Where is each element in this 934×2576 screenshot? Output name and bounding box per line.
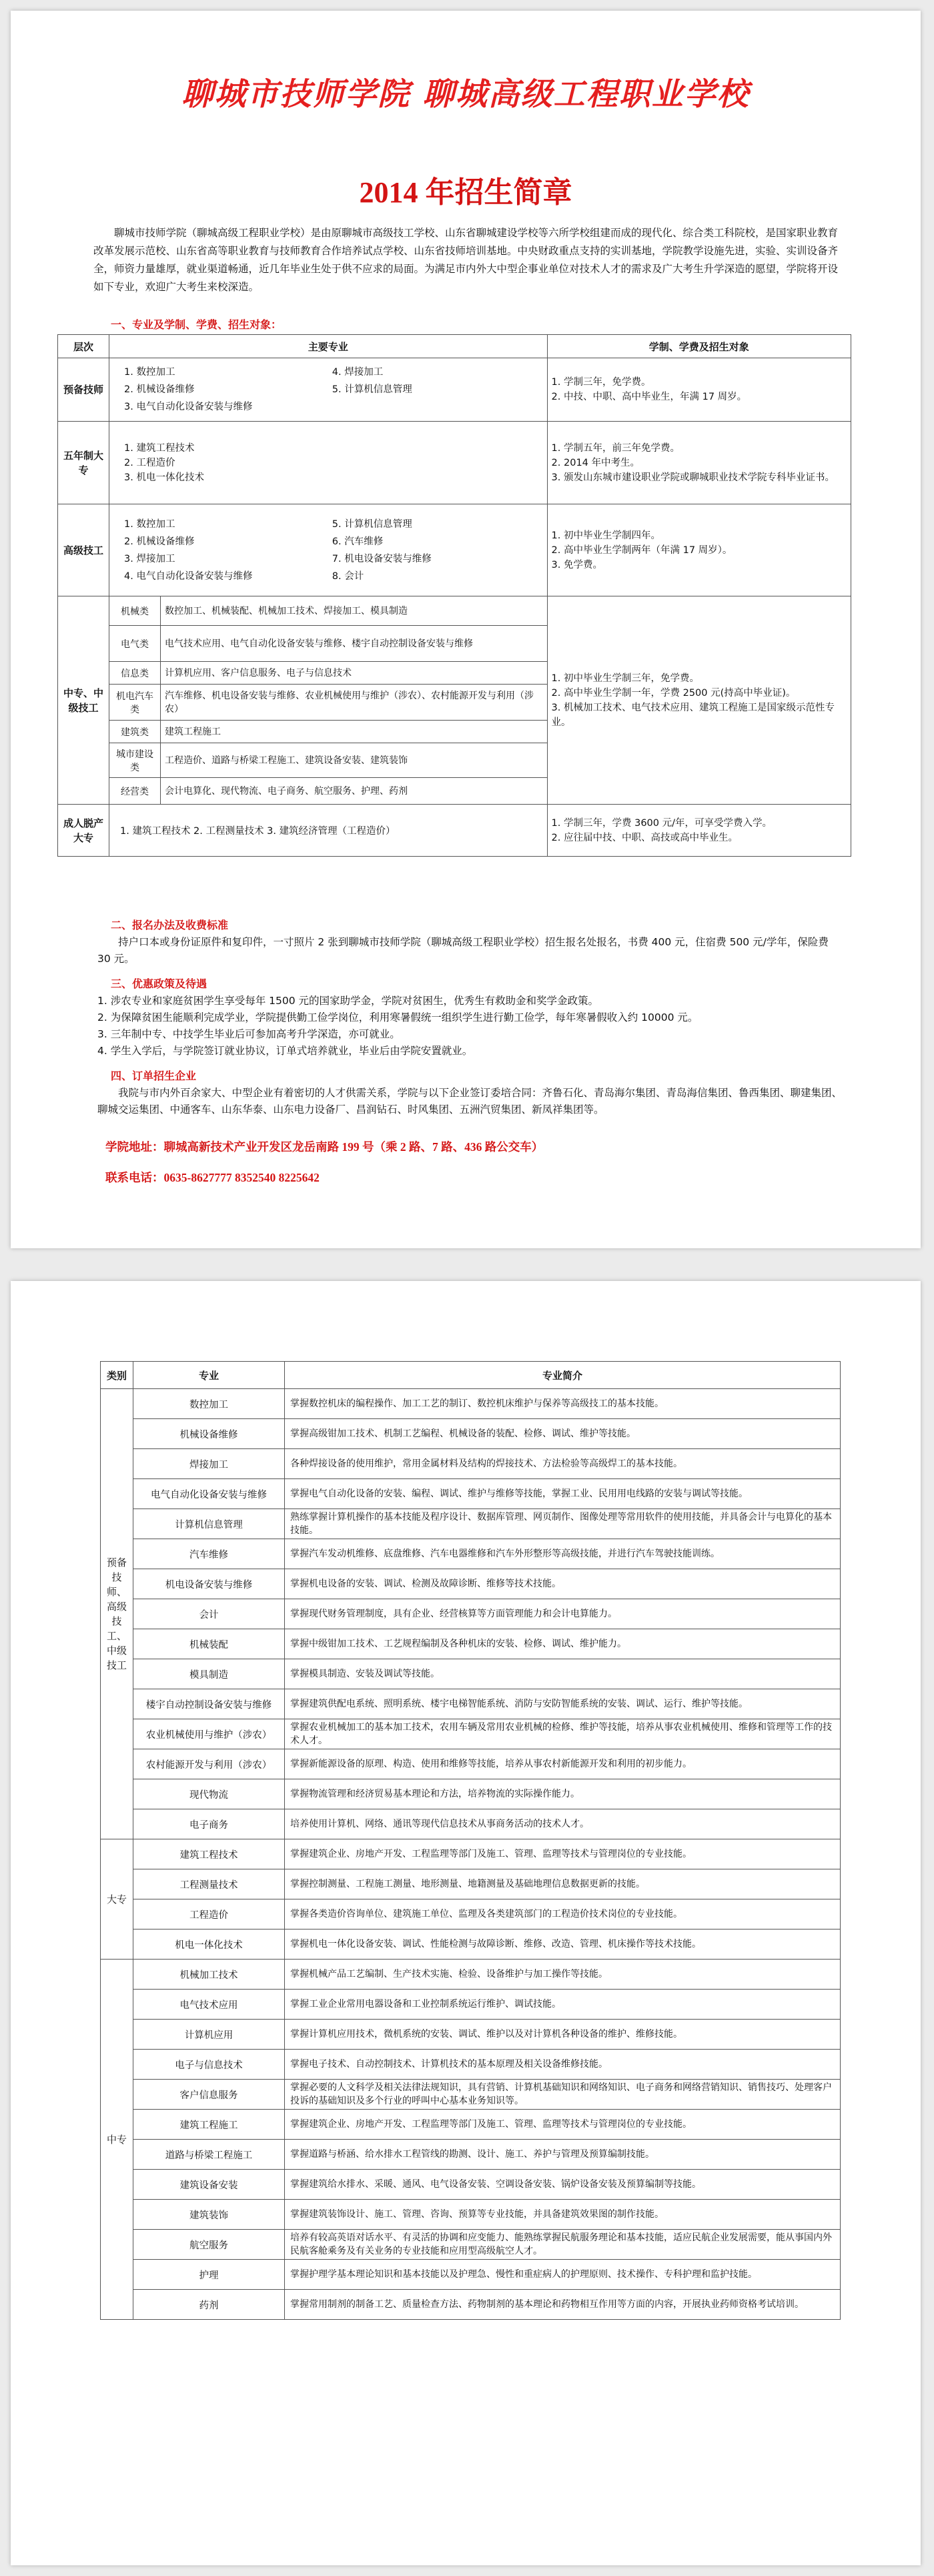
- col-level: 层次: [58, 335, 109, 358]
- description-cell: 掌握农业机械加工的基本加工技术，农用车辆及常用农业机械的检修、维护等技能，培养从事农业机械使用、维修和管理等工作的技术人才。: [285, 1719, 841, 1749]
- subcategory-majors: 工程造价、道路与桥梁工程施工、建筑设备安装、建筑装饰: [161, 743, 548, 778]
- subcategory-name: 信息类: [109, 662, 161, 685]
- admission-table: [57, 334, 851, 857]
- major-item: 8. 会计: [332, 570, 364, 582]
- table-row: [101, 2290, 841, 2320]
- section-1-heading: 一、专业及学制、学费、招生对象：: [111, 318, 282, 331]
- table-row: [101, 1509, 841, 1539]
- category-cell: 大专: [101, 1839, 133, 1960]
- description-cell: 掌握现代财务管理制度，具有企业、经营核算等方面管理能力和会计电算能力。: [285, 1599, 841, 1629]
- subcategory-majors: 计算机应用、客户信息服务、电子与信息技术: [161, 662, 548, 685]
- table-row: [101, 1689, 841, 1719]
- major-cell: 计算机应用: [133, 2020, 285, 2050]
- section-2-heading: 二、报名办法及收费标准: [111, 919, 229, 931]
- major-cell: 客户信息服务: [133, 2080, 285, 2110]
- description-cell: 掌握模具制造、安装及调试等技能。: [285, 1659, 841, 1689]
- table-row-adult: [58, 805, 851, 857]
- subcategory-majors: 数控加工、机械装配、机械加工技术、焊接加工、模具制造: [161, 596, 548, 626]
- major-cell: 焊接加工: [133, 1449, 285, 1479]
- subcategory-name: 机械类: [109, 596, 161, 626]
- major-item: 5. 计算机信息管理: [332, 518, 412, 530]
- majors-cell: 1. 建筑工程技术 2. 工程测量技术 3. 建筑经济管理（工程造价）: [109, 805, 548, 857]
- level-label: 高级技工: [58, 504, 109, 596]
- table-row: [101, 1899, 841, 1929]
- section-3-list: [97, 993, 845, 1059]
- level-label: 预备技师: [58, 358, 109, 422]
- subcategory-name: 建筑类: [109, 721, 161, 743]
- table-row-five-year: [58, 422, 851, 504]
- subcategory-majors: 建筑工程施工: [161, 721, 548, 743]
- major-cell: 机电设备安装与维修: [133, 1569, 285, 1599]
- table-row: [101, 1869, 841, 1899]
- major-item: 2. 工程造价: [124, 457, 175, 468]
- major-cell: 会计: [133, 1599, 285, 1629]
- benefit-item: 3. 三年制中专、中技学生毕业后可参加高考升学深造，亦可就业。: [97, 1028, 400, 1040]
- category-cell: 中专: [101, 1960, 133, 2320]
- major-cell: 农村能源开发与利用（涉农）: [133, 1749, 285, 1779]
- description-cell: 培养使用计算机、网络、通讯等现代信息技术从事商务活动的技术人才。: [285, 1809, 841, 1839]
- info-item: 2. 高中毕业生学制两年（年满 17 周岁）。: [551, 544, 733, 556]
- intro-paragraph: 聊城市技师学院（聊城高级工程职业学校）是由原聊城市高级技工学校、山东省聊城建设学校等六所学校组建而成的现代化、综合类工科院校，是国家职业教育改革发展示范校、山东省高等职业教育与技师教育合作培养试点学校、山东省技师培训基地。中央财政重点支持的实训基地，学院教学设施先进，实验、实训设备齐全，师资力量雄厚，就业渠道畅通，近几年毕业生处于供不应求的局面。为满足市内外大中型企事业单位对技术人才的需求及广大考生升学深造的愿望，学院将开设如下专业，欢迎广大考生来校深造。: [93, 227, 839, 293]
- table-row: [101, 1479, 841, 1509]
- info-item: 2. 应往届中技、中职、高技或高中毕业生。: [551, 832, 738, 843]
- major-cell: 工程测量技术: [133, 1869, 285, 1899]
- major-cell: 建筑工程施工: [133, 2110, 285, 2140]
- col-category: 类别: [101, 1362, 133, 1389]
- description-cell: 掌握中级钳加工技术、工艺规程编制及各种机床的安装、检修、调试、维护能力。: [285, 1629, 841, 1659]
- table-row: [101, 2080, 841, 2110]
- info-item: 2. 2014 年中考生。: [551, 457, 640, 468]
- major-cell: 现代物流: [133, 1779, 285, 1809]
- description-cell: 培养有较高英语对话水平、有灵活的协调和应变能力、能熟练掌握民航服务理论和基本技能，适应民航企业发展需要，能从事国内外民航客舱乘务及有关业务的专业技能和应用型高级航空人才。: [285, 2230, 841, 2260]
- description-cell: 掌握机电一体化设备安装、调试、性能检测与故障诊断、维修、改造、管理、机床操作等技术技能。: [285, 1929, 841, 1960]
- subcategory-name: 电气类: [109, 626, 161, 662]
- section-3-heading: 三、优惠政策及待遇: [111, 977, 207, 990]
- major-item: 3. 机电一体化技术: [124, 472, 204, 483]
- subcategory-name: 城市建设类: [109, 743, 161, 778]
- description-cell: 掌握计算机应用技术，微机系统的安装、调试、维护以及对计算机各种设备的维护、维修技能。: [285, 2020, 841, 2050]
- major-item: 2. 机械设备维修: [124, 384, 195, 395]
- major-item: 6. 汽车维修: [332, 536, 384, 547]
- table-row: [101, 2110, 841, 2140]
- description-cell: 掌握道路与桥涵、给水排水工程管线的勘测、设计、施工、养护与管理及预算编制技能。: [285, 2140, 841, 2170]
- major-cell: 电子与信息技术: [133, 2050, 285, 2080]
- major-cell: 电子商务: [133, 1809, 285, 1839]
- table-row: [101, 2230, 841, 2260]
- description-cell: 掌握高级钳加工技术、机制工艺编程、机械设备的装配、检修、调试、维护等技能。: [285, 1419, 841, 1449]
- table-row: [101, 1929, 841, 1960]
- major-cell: 机械设备维修: [133, 1419, 285, 1449]
- major-intro-table: [100, 1361, 841, 2320]
- description-cell: 掌握机电设备的安装、调试、检测及故障诊断、维修等技术技能。: [285, 1569, 841, 1599]
- major-item: 3. 电气自动化设备安装与维修: [124, 402, 253, 412]
- info-item: 2. 高中毕业生学制一年，学费 2500 元(持高中毕业证)。: [551, 687, 796, 699]
- table-row: [101, 2170, 841, 2200]
- description-cell: 掌握电子技术、自动控制技术、计算机技术的基本原理及相关设备维修技能。: [285, 2050, 841, 2080]
- subcategory-majors: 电气技术应用、电气自动化设备安装与维修、楼宇自动控制设备安装与维修: [161, 626, 548, 662]
- table-row: [101, 1990, 841, 2020]
- table-row: [101, 1719, 841, 1749]
- table-row: [101, 1419, 841, 1449]
- major-item: 4. 电气自动化设备安装与维修: [124, 570, 253, 582]
- level-label: 五年制大专: [58, 422, 109, 504]
- description-cell: 熟练掌握计算机操作的基本技能及程序设计、数据库管理、网页制作、图像处理等常用软件的使用技能，并具备会计与电算化的基本技能。: [285, 1509, 841, 1539]
- description-cell: 掌握必要的人文科学及相关法律法规知识，具有营销、计算机基础知识和网络知识、电子商务和网络营销知识、销售技巧、处理客户投诉的基础知识及多个行业的呼叫中心基本业务知识等。: [285, 2080, 841, 2110]
- description-cell: 掌握护理学基本理论知识和基本技能以及护理急、慢性和重症病人的护理原则、技术操作、专科护理和监护技能。: [285, 2260, 841, 2290]
- major-cell: 汽车维修: [133, 1539, 285, 1569]
- major-cell: 航空服务: [133, 2230, 285, 2260]
- info-item: 2. 中技、中职、高中毕业生，年满 17 周岁。: [551, 392, 747, 402]
- info-item: 1. 学制三年，学费 3600 元/年，可享受学费入学。: [551, 817, 772, 829]
- table-row: [101, 1569, 841, 1599]
- section-2-text: 持户口本或身份证原件和复印件，一寸照片 2 张到聊城市技师学院（聊城高级工程职业学校）招生报名处报名，书费 400 元，住宿费 500 元/学年，保险费 30 元。: [97, 936, 829, 965]
- description-cell: 掌握建筑企业、房地产开发、工程监理等部门及施工、管理、监理等技术与管理岗位的专业技能。: [285, 1839, 841, 1869]
- description-cell: 掌握工业企业常用电器设备和工业控制系统运行维护、调试技能。: [285, 1990, 841, 2020]
- table-row: [101, 1659, 841, 1689]
- majors-cell: [109, 504, 548, 596]
- info-cell: [547, 504, 851, 596]
- table-row: [101, 1809, 841, 1839]
- majors-cell: [109, 422, 548, 504]
- major-item: 7. 机电设备安装与维修: [332, 553, 432, 564]
- description-cell: 掌握建筑供配电系统、照明系统、楼宇电梯智能系统、消防与安防智能系统的安装、调试、运行、维护等技能。: [285, 1689, 841, 1719]
- major-cell: 建筑设备安装: [133, 2170, 285, 2200]
- info-cell: [547, 358, 851, 422]
- info-cell: [547, 422, 851, 504]
- table-row: [101, 1749, 841, 1779]
- major-item: 3. 焊接加工: [124, 553, 175, 564]
- document-title: 2014 年招生简章: [359, 176, 572, 209]
- page-2: [11, 1281, 921, 2565]
- info-item: 1. 学制五年，前三年免学费。: [551, 442, 680, 454]
- table-row: [101, 1599, 841, 1629]
- description-cell: 各种焊接设备的使用维护，常用金属材料及结构的焊接技术、方法检验等高级焊工的基本技能。: [285, 1449, 841, 1479]
- description-cell: 掌握物流管理和经济贸易基本理论和方法，培养物流的实际操作能力。: [285, 1779, 841, 1809]
- major-item: 5. 计算机信息管理: [332, 384, 412, 395]
- description-cell: 掌握汽车发动机维修、底盘维修、汽车电器维修和汽车外形整形等高级技能，并进行汽车驾驶技能训练。: [285, 1539, 841, 1569]
- table-row: [101, 2260, 841, 2290]
- info-item: 3. 机械加工技术、电气技术应用、建筑工程施工是国家级示范性专业。: [551, 702, 835, 728]
- major-cell: 模具制造: [133, 1659, 285, 1689]
- description-cell: 掌握各类造价咨询单位、建筑施工单位、监理及各类建筑部门的工程造价技术岗位的专业技能。: [285, 1899, 841, 1929]
- major-cell: 药剂: [133, 2290, 285, 2320]
- info-item: 1. 初中毕业生学制三年，免学费。: [551, 673, 699, 684]
- level-label: 中专、中级技工: [58, 596, 109, 805]
- table-row: [101, 1539, 841, 1569]
- table-row-senior: [58, 504, 851, 596]
- major-cell: 楼宇自动控制设备安装与维修: [133, 1689, 285, 1719]
- major-cell: 计算机信息管理: [133, 1509, 285, 1539]
- col-info: 学制、学费及招生对象: [547, 335, 851, 358]
- description-cell: 掌握建筑企业、房地产开发、工程监理等部门及施工、管理、监理等技术与管理岗位的专业技能。: [285, 2110, 841, 2140]
- table-row: [101, 1449, 841, 1479]
- category-cell: 预备技师、高级技工、中级技工: [101, 1389, 133, 1839]
- info-cell: [547, 596, 851, 805]
- major-item: 1. 数控加工: [124, 367, 175, 378]
- table-row: [101, 2050, 841, 2080]
- subcategory-majors: 会计电算化、现代物流、电子商务、航空服务、护理、药剂: [161, 778, 548, 805]
- table-row: [101, 1779, 841, 1809]
- table-row: [101, 2200, 841, 2230]
- description-cell: 掌握新能源设备的原理、构造、使用和维修等技能，培养从事农村新能源开发和利用的初步能力。: [285, 1749, 841, 1779]
- contact-phone: 联系电话：0635-8627777 8352540 8225642: [105, 1171, 320, 1184]
- major-item: 4. 焊接加工: [332, 367, 384, 378]
- subcategory-name: 机电汽车类: [109, 685, 161, 721]
- info-cell: [547, 805, 851, 857]
- major-cell: 道路与桥梁工程施工: [133, 2140, 285, 2170]
- description-cell: 掌握机械产品工艺编制、生产技术实施、检验、设备维护与加工操作等技能。: [285, 1960, 841, 1990]
- school-address: 学院地址：聊城高新技术产业开发区龙岳南路 199 号（乘 2 路、7 路、436 路公交车）: [105, 1140, 544, 1154]
- table-row: [101, 1839, 841, 1869]
- table-row: [101, 2020, 841, 2050]
- table-row-preparatory: [58, 358, 851, 422]
- benefit-item: 1. 涉农专业和家庭贫困学生享受每年 1500 元的国家助学金，学院对贫困生，优秀生有救助金和奖学金政策。: [97, 995, 599, 1007]
- major-item: 1. 建筑工程技术: [124, 442, 195, 454]
- subcategory-majors: 汽车维修、机电设备安装与维修、农业机械使用与维护（涉农）、农村能源开发与利用（涉农）: [161, 685, 548, 721]
- table-row: [101, 2140, 841, 2170]
- info-item: 3. 免学费。: [551, 559, 602, 570]
- description-cell: 掌握电气自动化设备的安装、编程、调试、维护与维修等技能，掌握工业、民用用电线路的安装与调试等技能。: [285, 1479, 841, 1509]
- description-cell: 掌握常用制剂的制备工艺、质量检查方法、药物制剂的基本理论和药物相互作用等方面的内容，开展执业药师资格考试培训。: [285, 2290, 841, 2320]
- major-cell: 电气自动化设备安装与维修: [133, 1479, 285, 1509]
- major-cell: 数控加工: [133, 1389, 285, 1419]
- major-cell: 农业机械使用与维护（涉农）: [133, 1719, 285, 1749]
- major-cell: 机械加工技术: [133, 1960, 285, 1990]
- major-cell: 护理: [133, 2260, 285, 2290]
- benefit-item: 2. 为保障贫困生能顺利完成学业，学院提供勤工俭学岗位，利用寒暑假统一组织学生进行勤工俭学，每年寒暑假收入约 10000 元。: [97, 1011, 698, 1023]
- info-item: 1. 学制三年，免学费。: [551, 377, 651, 388]
- school-calligraphy-title: 聊城市技师学院 聊城高级工程职业学校: [181, 76, 750, 113]
- description-cell: 掌握建筑装饰设计、施工、管理、咨询、预算等专业技能，并具备建筑效果图的制作技能。: [285, 2200, 841, 2230]
- table-row: [101, 1389, 841, 1419]
- major-item: 2. 机械设备维修: [124, 536, 195, 547]
- info-item: 3. 颁发山东城市建设职业学院或聊城职业技术学院专科毕业证书。: [551, 472, 835, 483]
- col-majors: 主要专业: [109, 335, 548, 358]
- major-cell: 机械装配: [133, 1629, 285, 1659]
- page-1: [11, 11, 921, 1248]
- description-cell: 掌握建筑给水排水、采暖、通风、电气设备安装、空调设备安装、锅炉设备安装及预算编制等技能。: [285, 2170, 841, 2200]
- subcategory-name: 经营类: [109, 778, 161, 805]
- major-cell: 建筑工程技术: [133, 1839, 285, 1869]
- description-cell: 掌握控制测量、工程施工测量、地形测量、地籍测量及基础地理信息数据更新的技能。: [285, 1869, 841, 1899]
- col-description: 专业简介: [285, 1362, 841, 1389]
- col-major: 专业: [133, 1362, 285, 1389]
- benefit-item: 4. 学生入学后，与学院签订就业协议，订单式培养就业，毕业后由学院安置就业。: [97, 1045, 473, 1057]
- majors-cell: [109, 358, 548, 422]
- major-cell: 工程造价: [133, 1899, 285, 1929]
- major-cell: 建筑装饰: [133, 2200, 285, 2230]
- section-4-text: 我院与市内外百余家大、中型企业有着密切的人才供需关系，学院与以下企业签订委培合同：齐鲁石化、青岛海尔集团、青岛海信集团、鲁西集团、聊建集团、聊城交运集团、中通客车、山东华泰、山东电力设备厂、昌润钻石、时风集团、五洲汽贸集团、新凤祥集团等。: [97, 1087, 843, 1116]
- level-label: 成人脱产大专: [58, 805, 109, 857]
- major-item: 1. 数控加工: [124, 518, 175, 530]
- table-row-secondary: [58, 596, 851, 626]
- section-4-heading: 四、订单招生企业: [111, 1069, 197, 1082]
- major-cell: 电气技术应用: [133, 1990, 285, 2020]
- table-row: [101, 1960, 841, 1990]
- info-item: 1. 初中毕业生学制四年。: [551, 530, 660, 541]
- major-cell: 机电一体化技术: [133, 1929, 285, 1960]
- description-cell: 掌握数控机床的编程操作、加工工艺的制订、数控机床维护与保养等高级技工的基本技能。: [285, 1389, 841, 1419]
- table-row: [101, 1629, 841, 1659]
